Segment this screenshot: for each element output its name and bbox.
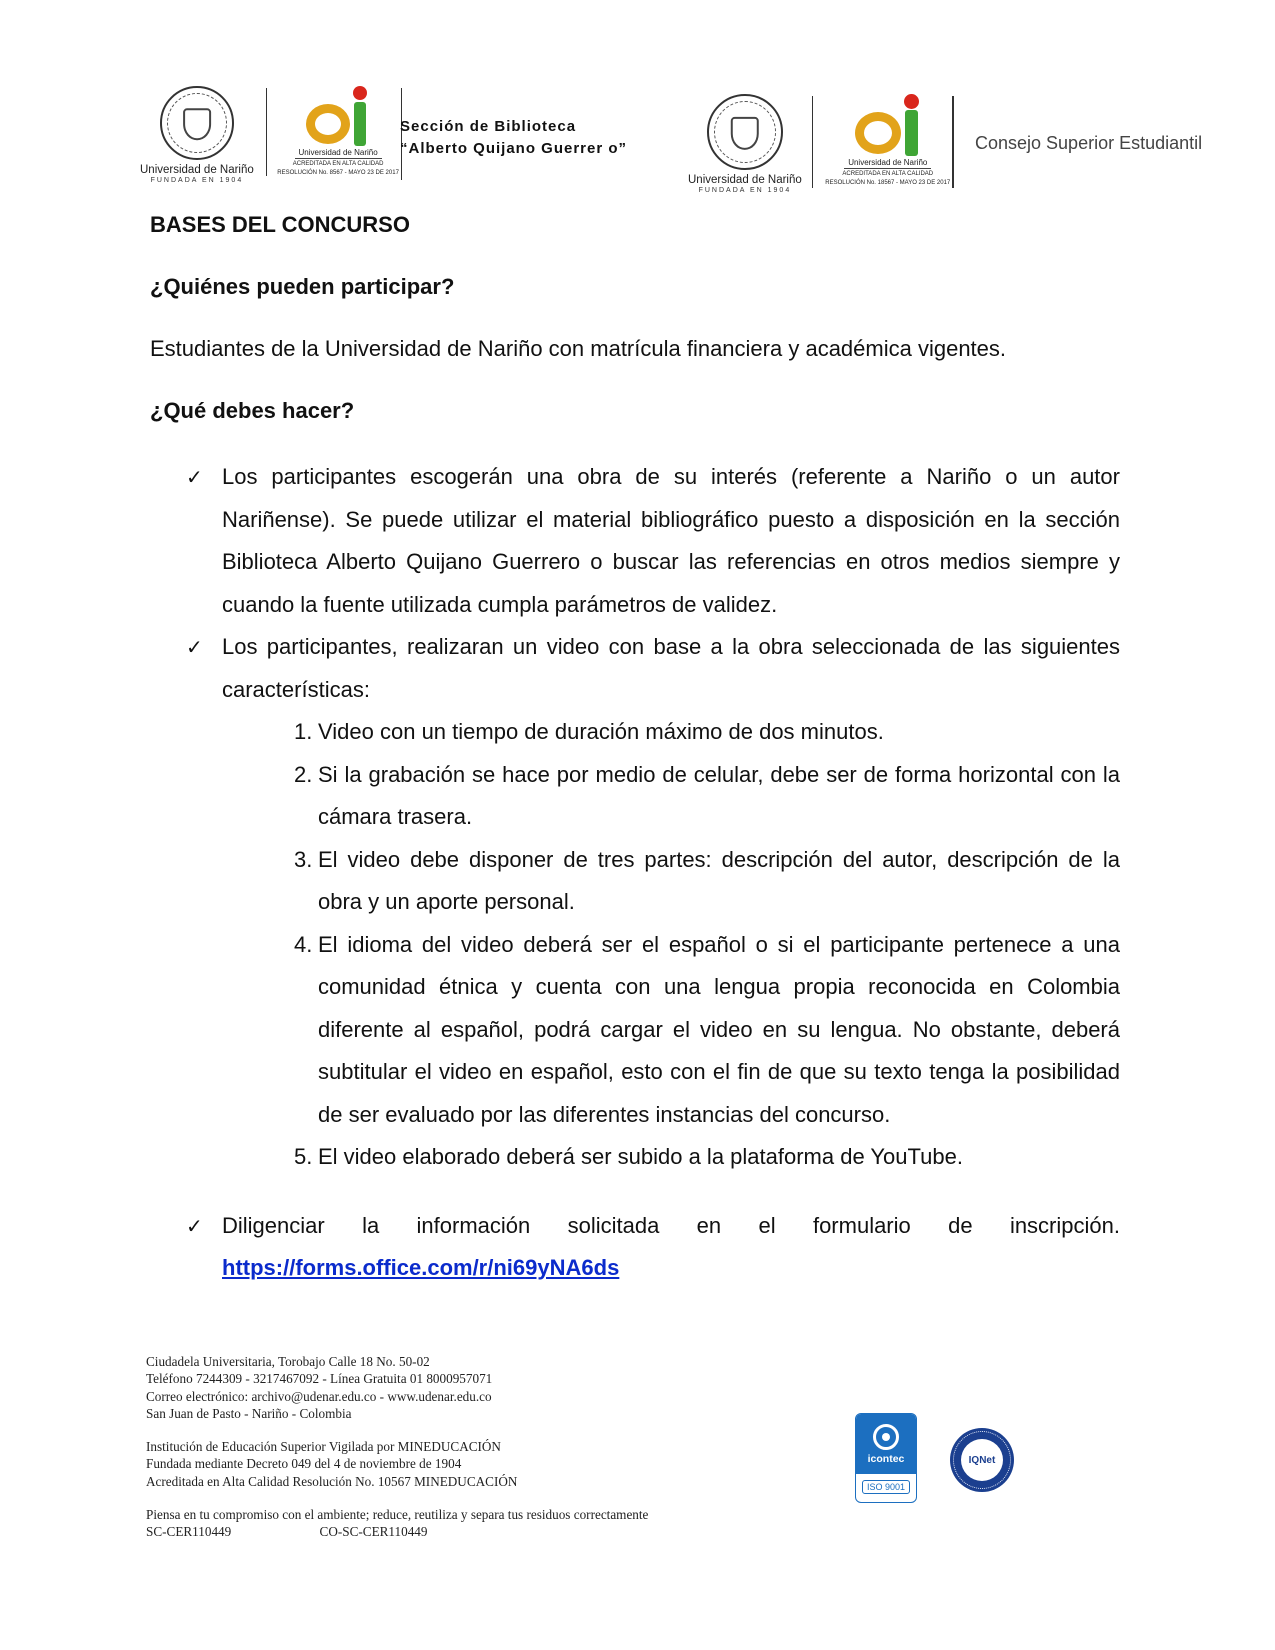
footer-institution: Institución de Educación Superior Vigilada por MINEDUCACIÓN: [146, 1439, 501, 1455]
footer-accreditation: Acreditada en Alta Calidad Resolución No. 10567 MINEDUCACIÓN: [146, 1473, 518, 1489]
footer-eco-message: Piensa en tu compromiso con el ambiente; reduce, reutiliza y separa tus residuos correctamente: [146, 1507, 649, 1523]
ai-accreditation-line1: ACREDITADA EN ALTA CALIDAD: [842, 171, 934, 177]
instruction-word: el: [758, 1212, 776, 1238]
logo-group-right: [688, 94, 954, 194]
instruction-word: la: [362, 1212, 380, 1238]
checklist-item: [150, 1205, 1120, 1290]
icontec-logo-icon: [873, 1424, 899, 1450]
instruction-word: formulario: [812, 1212, 911, 1238]
item-number: 3.: [294, 846, 313, 872]
section-line-2: “Alberto Quijano Guerrer o”: [400, 140, 628, 157]
instruction-word: de: [948, 1212, 973, 1238]
item-text: Video con un tiempo de duración máximo de dos minutos.: [318, 719, 884, 744]
checklist-item: [150, 456, 1120, 626]
iqnet-ring-icon: [953, 1431, 1011, 1489]
instruction-word: solicitada: [567, 1212, 660, 1238]
ai-accreditation-line2: RESOLUCIÓN No. 18567 - MAYO 23 DE 2017: [825, 180, 951, 186]
icontec-word: icontec: [867, 1452, 905, 1465]
accreditation-logo-right: [825, 94, 950, 187]
student-council-name: Consejo Superior Estudiantil: [975, 133, 1203, 153]
who-can-participate-text: Estudiantes de la Universidad de Nariño con matrícula financiera y académica vigentes.: [150, 336, 1007, 361]
footer-phone: Teléfono 7244309 - 3217467092 - Línea Gratuita 01 8000957071: [146, 1371, 493, 1387]
ai-logo-icon: [296, 86, 380, 148]
ai-university-label: Universidad de Nariño: [844, 158, 931, 169]
item-text: El idioma del video deberá ser el español o si el participante pertenece a una comunidad étnica y cuenta con una lengua propia reconocida en Colombia diferente al español, podrá cargar el video en su lengua. No obstante, deberá subtitular el video en español, esto con el fin de que su texto tenga la posibilidad de ser evaluado por las diferentes instancias del concurso.: [318, 931, 1120, 1127]
logo-divider: [812, 96, 814, 188]
item-text: El video debe disponer de tres partes: descripción del autor, descripción de la obra y un aporte personal.: [318, 846, 1120, 914]
checklist-item: [150, 626, 1120, 1179]
cert-code: CO-SC-CER110449: [319, 1524, 428, 1540]
seal-founded-text: FUNDADA EN 1904: [698, 187, 792, 194]
ai-logo-icon: [843, 94, 933, 158]
instruction-word: información: [416, 1212, 531, 1238]
question-who-heading: ¿Quiénes pueden participar?: [150, 274, 455, 299]
seal-founded-text: FUNDADA EN 1904: [150, 177, 244, 184]
seal-university-name: Universidad de Nariño: [140, 164, 254, 176]
ai-accreditation-line2: RESOLUCIÓN No. 8567 - MAYO 23 DE 2017: [277, 170, 399, 176]
university-seal-left: [140, 86, 254, 184]
section-line-1: Sección de Biblioteca: [400, 118, 577, 135]
document-title: BASES DEL CONCURSO: [150, 212, 410, 237]
document-body: [150, 210, 1120, 1290]
cert-code: SC-CER110449: [146, 1524, 232, 1540]
registration-form-link[interactable]: https://forms.office.com/r/ni69yNA6ds: [222, 1255, 620, 1280]
numbered-item: [296, 839, 1120, 924]
instruction-word: inscripción.: [1009, 1212, 1120, 1238]
iqnet-badge: [950, 1428, 1014, 1492]
numbered-item: [296, 1136, 1120, 1179]
library-section-title: [400, 116, 627, 160]
logo-divider: [266, 88, 268, 176]
footer-address: Ciudadela Universitaria, Torobajo Calle 18 No. 50-02: [146, 1354, 430, 1369]
item-number: 5.: [294, 1144, 313, 1169]
instruction-word: en: [696, 1212, 722, 1238]
seal-emblem-icon: [160, 86, 234, 160]
item-number: 2.: [294, 761, 313, 787]
footer-decree: Fundada mediante Decreto 049 del 4 de noviembre de 1904: [146, 1456, 462, 1472]
numbered-item: [296, 754, 1120, 839]
iqnet-word: IQNet: [961, 1439, 1003, 1481]
numbered-item: [296, 924, 1120, 1137]
footer-city: San Juan de Pasto - Nariño - Colombia: [146, 1405, 352, 1421]
footer-email: Correo electrónico: archivo@udenar.edu.co - www.udenar.edu.co: [146, 1388, 492, 1404]
logo-group-left: [140, 86, 402, 184]
ai-university-label: Universidad de Nariño: [295, 148, 382, 159]
checkmark-icon: ✓: [186, 635, 203, 659]
page-footer: [146, 1353, 648, 1541]
item-text: El video elaborado deberá ser subido a la plataforma de YouTube.: [318, 1144, 963, 1169]
question-what-heading: ¿Qué debes hacer?: [150, 398, 355, 423]
checklist-item-text: Los participantes escogerán una obra de su interés (referente a Nariño o un autor Nariñense). Se puede utilizar el material bibliográfico puesto a disposición en la sección Biblioteca Alberto Quijano Guerrero o buscar las referencias en otros medios siempre y cuando la fuente utilizada cumpla parámetros de validez.: [222, 464, 1120, 617]
accreditation-logo-left: [277, 86, 399, 177]
instruction-word: Diligenciar: [222, 1212, 325, 1238]
checkmark-icon: ✓: [186, 1213, 203, 1238]
footer-cert-codes: [146, 1523, 648, 1540]
item-number: 1.: [294, 719, 313, 744]
ai-accreditation-line1: ACREDITADA EN ALTA CALIDAD: [292, 161, 384, 167]
seal-emblem-icon: [707, 94, 783, 170]
seal-university-name: Universidad de Nariño: [688, 174, 802, 186]
university-seal-right: [688, 94, 802, 194]
numbered-item: [296, 711, 1120, 754]
checkmark-icon: ✓: [186, 465, 203, 489]
form-instruction-line: [222, 1205, 1120, 1248]
video-requirements-list: [296, 711, 1120, 1179]
checklist-item-text: Los participantes, realizaran un video con base a la obra seleccionada de las siguientes características:: [222, 634, 1120, 702]
logo-divider: [952, 96, 954, 188]
item-number: 4.: [294, 931, 313, 957]
item-text: Si la grabación se hace por medio de celular, debe ser de forma horizontal con la cámara trasera.: [318, 761, 1120, 829]
iso-label: ISO 9001: [862, 1480, 910, 1494]
icontec-badge: [855, 1413, 917, 1503]
requirements-checklist: [150, 456, 1120, 1290]
